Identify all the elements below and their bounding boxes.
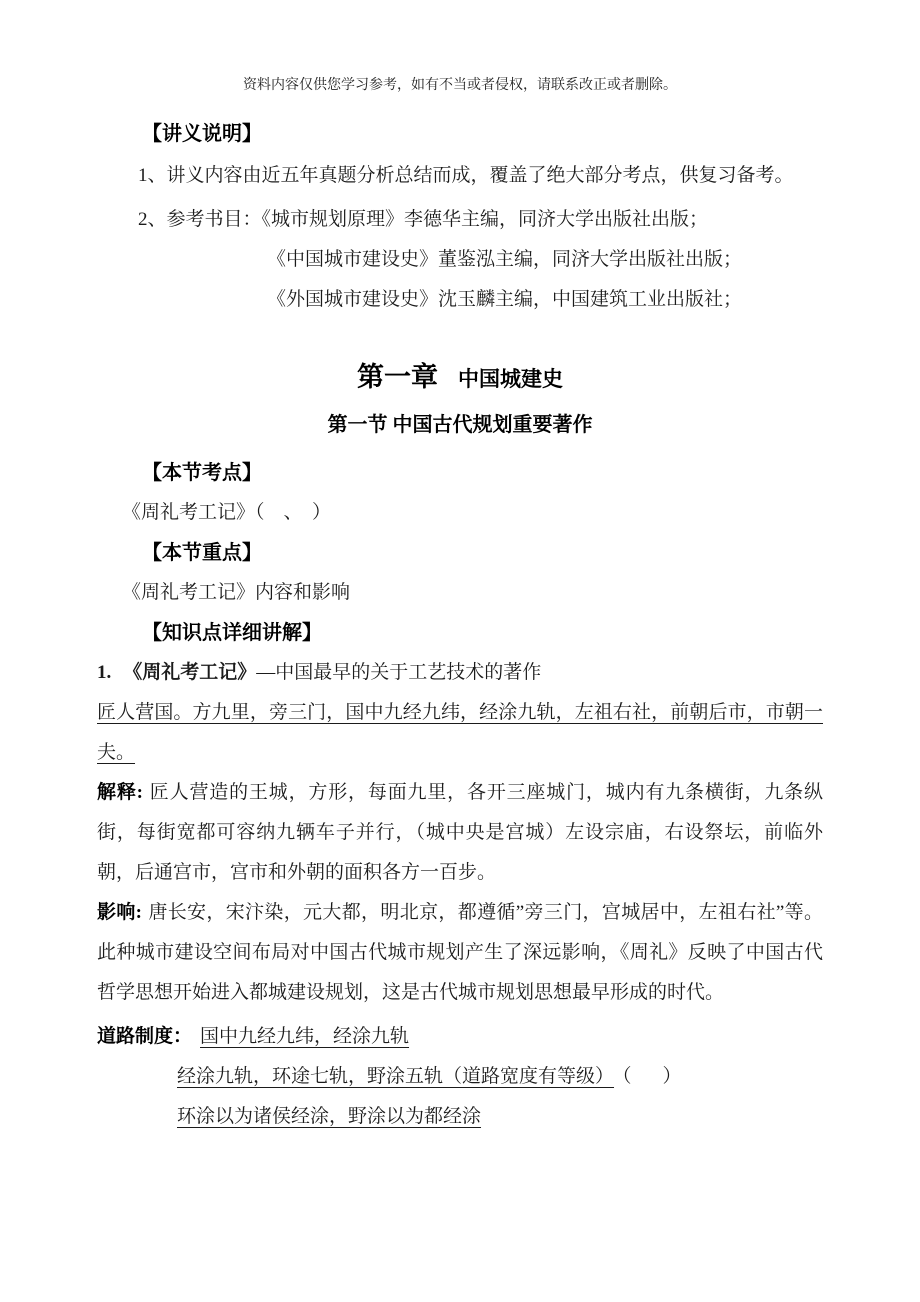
key-points-heading: 【本节重点】 [142,542,262,564]
disclaimer-note: 资料内容仅供您学习参考，如有不当或者侵权，请联系改正或者删除。 [243,78,677,93]
road-system-label: 道路制度： [97,1026,193,1047]
topic-title-bold: 《周礼考工记》 [123,662,257,683]
reference-book-2: 《中国城市建设史》董鉴泓主编，同济大学出版社出版； [267,249,743,270]
road-system-rule-1: 国中九经九纬，经涂九轨 [200,1026,410,1047]
exam-points-content: 《周礼考工记》（ 、 ） [122,502,332,523]
lecture-note-item-2 [138,200,823,240]
topic-title [97,653,823,693]
section-heading: 第一节 中国古代规划重要著作 [327,414,593,436]
road-system-line-3 [177,1097,823,1137]
road-system-rule-3: 环涂以为诸侯经涂，野涂以为都经涂 [177,1106,482,1127]
lecture-notes-heading: 【讲义说明】 [142,123,262,145]
key-points-content: 《周礼考工记》内容和影响 [122,582,351,603]
detail-heading: 【知识点详细讲解】 [142,622,322,644]
chapter-number: 第一章 [357,362,438,392]
lecture-note-item-1: 1、讲义内容由近五年真题分析总结而成，覆盖了绝大部分考点，供复习备考。 [138,165,794,186]
road-system-line-2 [177,1057,823,1097]
road-system-line-1 [97,1017,823,1057]
impact-text: 唐长安，宋汴染，元大都，明北京，都遵循”旁三门，宫城居中，左祖右社”等。此种城市建设空间布局对中国古代城市规划产生了深远影响，《周礼》反映了中国古代哲学思想开始进入都城建设规划，这是古代城市规划思想最早形成的时代。 [97,902,824,1003]
road-system-rule-2: 经涂九轨，环途七轨，野涂五轨（道路宽度有等级） [177,1066,615,1087]
exam-points-heading: 【本节考点】 [142,462,262,484]
topic-number: 1. [97,662,112,683]
classic-quote-text: 匠人营国。方九里，旁三门，国中九经九纬，经涂九轨，左祖右社，前朝后市，市朝一夫。 [97,702,823,763]
impact-paragraph [97,893,823,1013]
impact-label: 影响: [97,902,143,923]
road-system-rule-2-blank: （ ） [622,1066,688,1087]
explanation-label: 解释: [97,782,143,803]
reference-book-3: 《外国城市建设史》沈玉麟主编，中国建筑工业出版社； [267,289,743,310]
explanation-text: 匠人营造的王城，方形，每面九里，各开三座城门，城内有九条横街，九条纵街，每街宽都可容纳九辆车子并行，（城中央是宫城）左设宗庙，右设祭坛，前临外朝，后通宫市，宫市和外朝的面积各方一百步。 [97,782,823,883]
explanation-paragraph [97,773,823,893]
reference-books-label: 2、参考书目： [138,209,262,230]
classic-quote-paragraph [97,693,823,773]
chapter-title: 中国城建史 [458,367,563,391]
topic-title-rest: —中国最早的关于工艺技术的著作 [256,662,542,683]
reference-book-1: 《城市规划原理》李德华主编，同济大学出版社出版； [261,209,709,230]
chapter-heading [97,354,823,405]
